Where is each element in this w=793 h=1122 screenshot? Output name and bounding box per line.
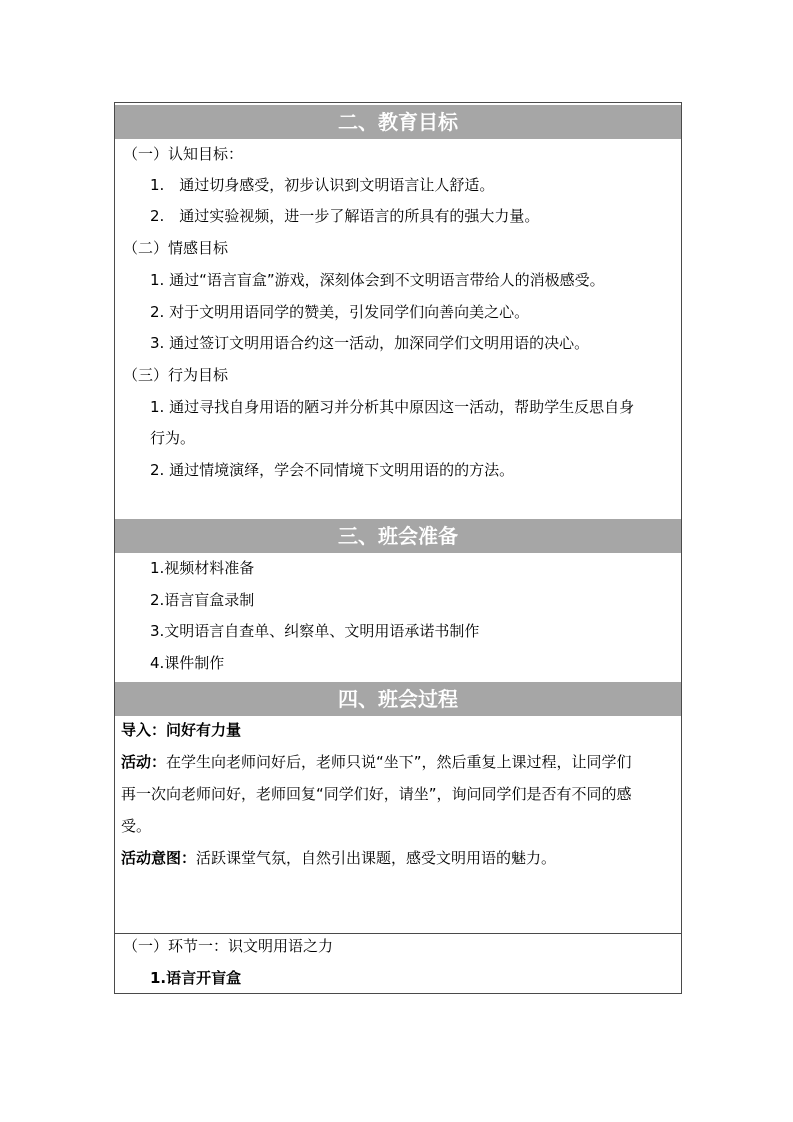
prep-item-2: 2.语言盲盒录制 <box>150 591 255 609</box>
cognitive-goal-1: 1. 通过切身感受，初步认识到文明语言让人舒适。 <box>150 176 495 194</box>
behavior-goal-2: 2. 通过情境演绎，学会不同情境下文明用语的的方法。 <box>150 461 515 479</box>
activity-line-1 <box>121 751 632 773</box>
document-table <box>114 102 682 994</box>
activity-text-1: 在学生向老师问好后，老师只说“坐下”，然后重复上课过程，让同学们 <box>166 753 632 771</box>
intent-line <box>121 847 556 869</box>
activity-label: 活动： <box>121 753 167 771</box>
prep-item-1: 1.视频材料准备 <box>150 559 255 577</box>
emotional-goal-heading: （二）情感目标 <box>123 239 229 257</box>
cognitive-goal-heading: （一）认知目标： <box>123 145 244 163</box>
prep-item-3: 3.文明语言自查单、纠察单、文明用语承诺书制作 <box>150 622 480 640</box>
emotional-goal-1: 1. 通过“语言盲盒”游戏，深刻体会到不文明语言带给人的消极感受。 <box>150 271 605 289</box>
section-header-prep: 三、班会准备 <box>115 519 681 553</box>
stage-one-subtitle: 1.语言开盲盒 <box>150 969 242 987</box>
intro-heading: 导入：问好有力量 <box>121 721 242 739</box>
behavior-goal-1: 1. 通过寻找自身用语的陋习并分析其中原因这一活动，帮助学生反思自身 <box>150 398 635 416</box>
behavior-goal-1-cont: 行为。 <box>150 429 196 447</box>
behavior-goal-heading: （三）行为目标 <box>123 366 229 384</box>
row-divider <box>115 933 681 934</box>
cognitive-goal-2: 2. 通过实验视频，进一步了解语言的所具有的强大力量。 <box>150 207 540 225</box>
activity-line-2: 再一次向老师问好，老师回复“同学们好，请坐”，询问同学们是否有不同的感 <box>121 785 632 803</box>
section-header-process: 四、班会过程 <box>115 682 681 716</box>
intent-text: 活跃课堂气氛，自然引出课题，感受文明用语的魅力。 <box>196 849 557 867</box>
emotional-goal-3: 3. 通过签订文明用语合约这一活动，加深同学们文明用语的决心。 <box>150 334 590 352</box>
prep-item-4: 4.课件制作 <box>150 654 225 672</box>
section-header-goals: 二、教育目标 <box>115 105 681 139</box>
activity-line-3: 受。 <box>121 817 152 835</box>
emotional-goal-2: 2. 对于文明用语同学的赞美，引发同学们向善向美之心。 <box>150 303 530 321</box>
intent-label: 活动意图： <box>121 849 197 867</box>
stage-one-title: （一）环节一：识文明用语之力 <box>123 937 334 955</box>
